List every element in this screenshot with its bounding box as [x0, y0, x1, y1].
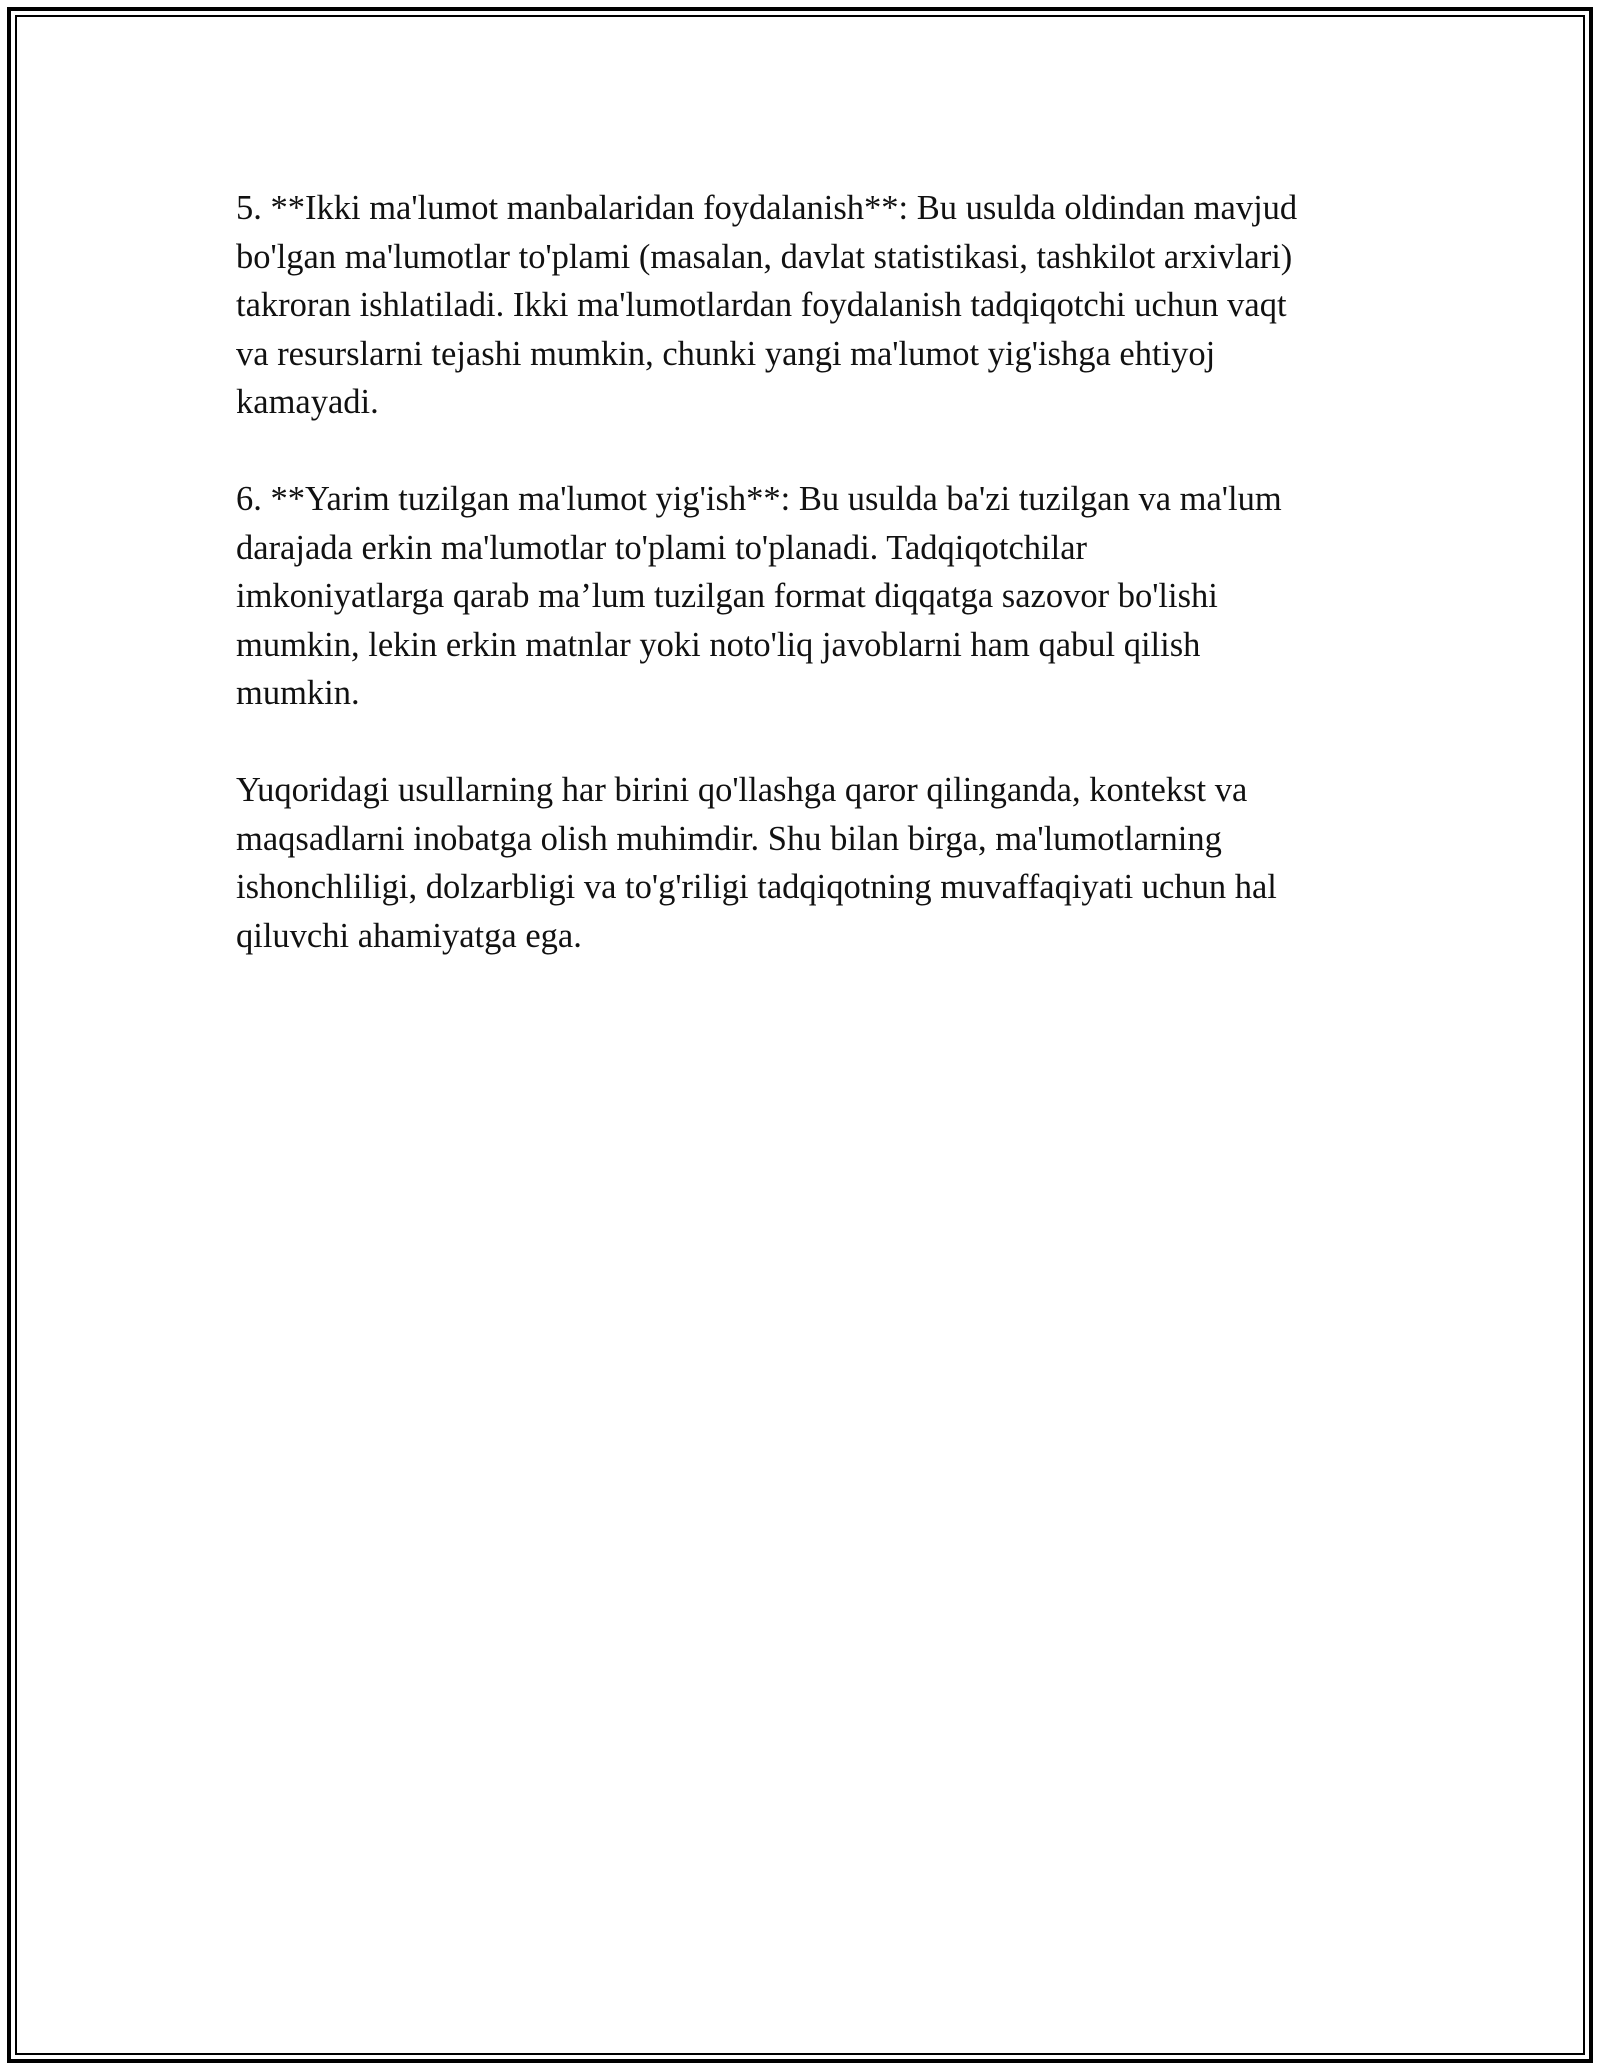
paragraph-conclusion: Yuqoridagi usullarning har birini qo'llashga qaror qilinganda, kontekst va maqsadlarni inobatga olish muhimdir. Shu bilan birga, ma'lumotlarning ishonchliligi, dolzarbligi va to'g'riligi tadqiqotning muvaffaqiyati uchun hal qiluvchi ahamiyatga ega.	[236, 771, 1277, 955]
paragraph-item-6: 6. **Yarim tuzilgan ma'lumot yig'ish**: Bu usulda ba'zi tuzilgan va ma'lum darajada erkin ma'lumotlar to'plami to'planadi. Tadqiqotchilar imkoniyatlarga qarab ma’lum tuzilgan format diqqatga sazovor bo'lishi mumkin, lekin erkin matnlar yoki noto'liq javoblarni ham qabul qilish mumkin.	[236, 480, 1282, 712]
paragraph-item-5: 5. **Ikki ma'lumot manbalaridan foydalanish**: Bu usulda oldindan mavjud bo'lgan ma'lumotlar to'plami (masalan, davlat statistikasi, tashkilot arxivlari) takroran ishlatiladi. Ikki ma'lumotlardan foydalanish tadqiqotchi uchun vaqt va resurslarni tejashi mumkin, chunki yangi ma'lumot yig'ishga ehtiyoj kamayadi.	[236, 189, 1298, 421]
page-body	[236, 184, 1376, 1009]
